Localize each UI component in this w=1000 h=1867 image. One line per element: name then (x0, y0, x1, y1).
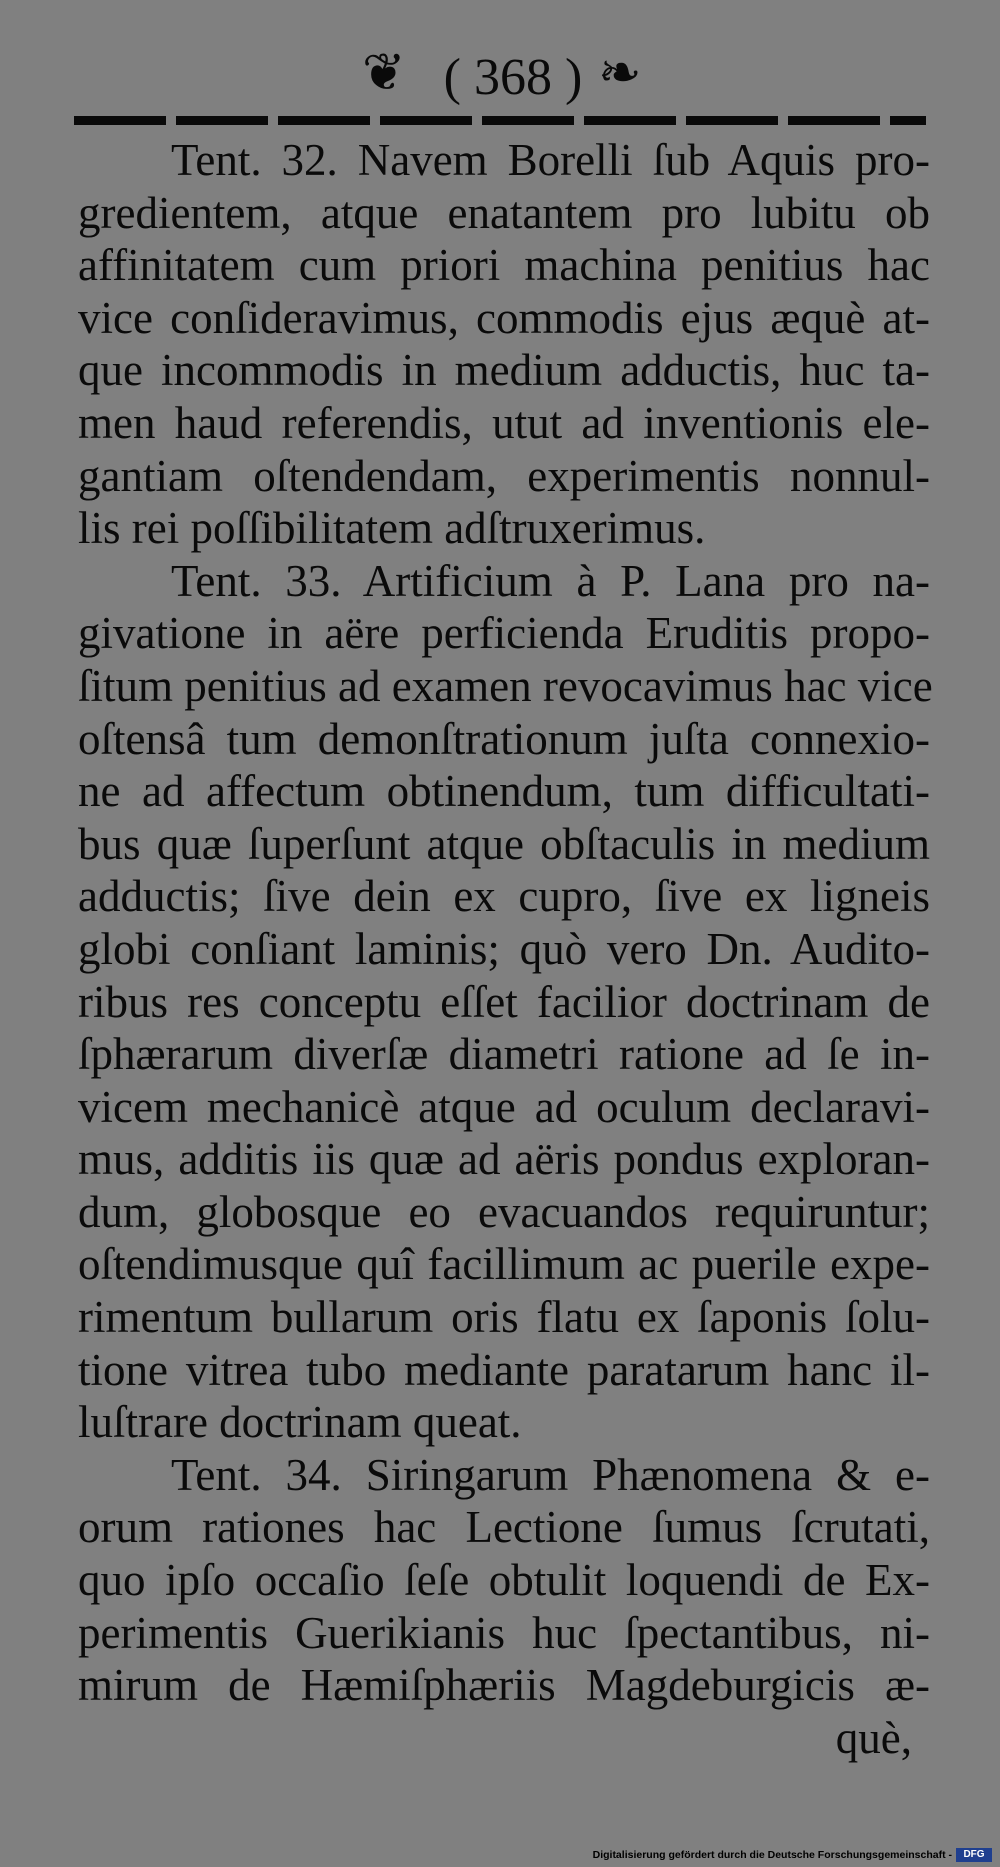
digitization-credit: Digitalisierung gefördert durch die Deutsche Forschungsgemeinschaft - (592, 1849, 952, 1861)
text-line: ribus res conceptu eſſet facilior doctrinam de (78, 976, 930, 1027)
text-line: oſtendimusque quî facillimum ac puerile expe- (78, 1239, 930, 1290)
text-line: quo ipſo occaſio ſeſe obtulit loquendi de Ex- (78, 1555, 930, 1606)
text-line: lis rei poſſibilitatem adſtruxerimus. (78, 503, 706, 554)
text-line: Tent. 34. Siringarum Phænomena & e- (171, 1449, 930, 1500)
text-line: mus, additis iis quæ ad aëris pondus exploran- (78, 1134, 930, 1185)
text-line: gredientem, atque enatantem pro lubitu ob (78, 187, 930, 238)
text-line: gantiam oſtendendam, experimentis nonnul- (78, 450, 930, 501)
fleuron-left-icon: ❦ (362, 45, 406, 102)
text-line: vicem mechanicè atque ad oculum declaravi- (78, 1081, 930, 1132)
text-line: men haud referendis, utut ad inventionis ele- (78, 397, 930, 448)
text-line: Tent. 32. Navem Borelli ſub Aquis pro- (171, 135, 930, 185)
text-line: tione vitrea tubo mediante paratarum hanc il- (78, 1344, 930, 1395)
text-line: adductis; ſive dein ex cupro, ſive ex ligneis (78, 871, 930, 922)
text-line: que incommodis in medium adductis, huc ta- (78, 345, 930, 396)
text-line: oſtensâ tum demonſtrationum juſta connexio- (78, 713, 930, 764)
text-line: Tent. 33. Artificium à P. Lana pro na- (171, 555, 930, 606)
text-line: què, (835, 1712, 912, 1763)
text-line: givatione in aëre perficienda Eruditis propo- (78, 608, 930, 659)
text-line: luſtrare doctrinam queat. (78, 1397, 522, 1448)
dfg-logo: DFG (956, 1848, 992, 1862)
header-rule (74, 116, 926, 125)
body-text (78, 134, 933, 1764)
text-line: ſphærarum diverſæ diametri ratione ad ſe in- (78, 1029, 930, 1080)
text-line: ſitum penitius ad examen revocavimus hac vice (78, 660, 933, 711)
text-line: orum rationes hac Lectione ſumus ſcrutati, (78, 1502, 930, 1553)
text-line: affinitatem cum priori machina penitius hac (78, 240, 930, 291)
text-line: ne ad affectum obtinendum, tum difficultati- (78, 766, 930, 817)
page-number: ( 368 ) (443, 49, 583, 106)
text-line: rimentum bullarum oris flatu ex ſaponis ſolu- (78, 1292, 930, 1343)
text-line: bus quæ ſuperſunt atque obſtaculis in medium (78, 818, 930, 869)
text-line: globi conſiant laminis; quò vero Dn. Audito- (78, 923, 930, 974)
text-line: vice conſideravimus, commodis ejus æquè at- (78, 292, 930, 343)
text-line: mirum de Hæmiſphæriis Magdeburgicis æ- (78, 1660, 930, 1711)
fleuron-right-icon: ❧ (598, 45, 642, 102)
page-header (0, 42, 1000, 122)
text-line: dum, globosque eo evacuandos requiruntur; (78, 1186, 930, 1237)
text-line: perimentis Guerikianis huc ſpectantibus, ni- (78, 1607, 930, 1658)
